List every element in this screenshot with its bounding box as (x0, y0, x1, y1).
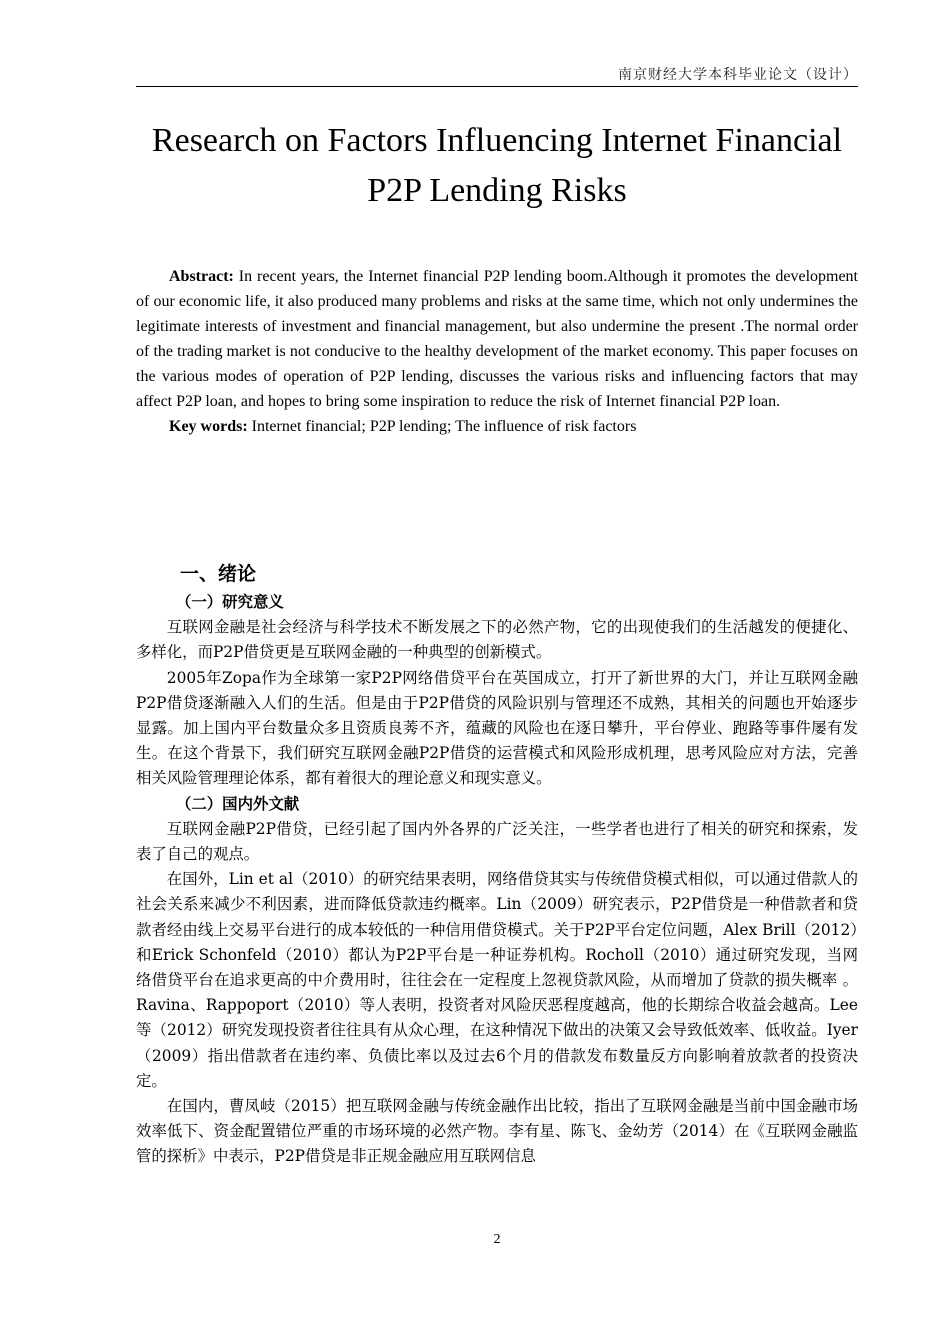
paragraph: 互联网金融是社会经济与科学技术不断发展之下的必然产物，它的出现使我们的生活越发的便捷化、多样化，而P2P借贷更是互联网金融的一种典型的创新模式。 (136, 618, 858, 662)
paragraph: 互联网金融P2P借贷，已经引起了国内外各界的广泛关注，一些学者也进行了相关的研究和探索，发表了自己的观点。 (136, 819, 858, 864)
section-heading-introduction: 一、绪论 (180, 563, 257, 585)
paper-title (136, 116, 858, 216)
keywords-label: Key words: (169, 418, 248, 435)
running-header: 南京财经大学本科毕业论文（设计） (618, 67, 858, 83)
paragraph: 在国内，曹凤岐（2015）把互联网金融与传统金融作出比较，指出了互联网金融是当前中国金融市场效率低下、资金配置错位严重的市场环境的必然产物。李有星、陈飞、金幼芳（2014）在《互联网金融监管的探析》中表示，P2P借贷是非正规金融应用互联网信息 (136, 1097, 858, 1166)
abstract-paragraph (136, 264, 858, 414)
header-rule (136, 86, 858, 87)
page-number: 2 (493, 1232, 501, 1247)
abstract-section (136, 264, 858, 439)
paragraph: 在国外，Lin et al（2010）的研究结果表明，网络借贷其实与传统借贷模式相似，可以通过借款人的社会关系来减少不利因素，进而降低贷款违约概率。Lin（2009）研究表示，P2P借贷是一种借款者和贷款者经由线上交易平台进行的成本较低的一种信用借贷模式。关于P2P平台定位问题，Alex Brill（2012）和Erick Schonfeld（2010）都认为P2P平台是一种证券机构。Rocholl（2010）通过研究发现，当网络借贷平台在追求更高的中介费用时，往往会在一定程度上忽视贷款风险，从而增加了贷款的损失概率 。Ravina、Rappoport（2010）等人表明，投资者对风险厌恶程度越高，他的长期综合收益会越高。Lee等（2012）研究发现投资者往往具有从众心理，在这种情况下做出的决策又会导致低效率、低收益。Iyer（2009）指出借款者在违约率、负债比率以及过去6个月的借款发布数量反方向影响着放款者的投资决定。 (136, 870, 858, 1090)
abstract-text: In recent years, the Internet financial P2P lending boom.Although it promotes the development of our economic life, it also produced many problems and risks at the same time, which not only undermines the legitimate interests of investment and financial management, but also undermine the present .The normal order of the trading market is not conducive to the healthy development of the market economy. This paper focuses on the various modes of operation of P2P lending, discusses the various risks and influencing factors that may affect P2P loan, and hopes to bring some inspiration to reduce the risk of Internet financial P2P loan. (136, 268, 858, 410)
paper-title-line2: P2P Lending Risks (367, 172, 627, 209)
abstract-label: Abstract: (169, 268, 234, 285)
subsection-heading-significance: （一）研究意义 (176, 593, 284, 611)
subsection-heading-literature: （二）国内外文献 (176, 794, 300, 813)
chinese-body (136, 560, 858, 1170)
keywords-paragraph (136, 414, 858, 439)
paper-title-line1: Research on Factors Influencing Internet Financial (151, 122, 843, 159)
paragraph: 2005年Zopa作为全球第一家P2P网络借贷平台在英国成立，打开了新世界的大门，并让互联网金融P2P借贷逐渐融入人们的生活。但是由于P2P借贷的风险识别与管理还不成熟，其相关的问题也开始逐步显露。加上国内平台数量众多且资质良莠不齐，蕴藏的风险也在逐日攀升，平台停业、跑路等事件屡有发生。在这个背景下，我们研究互联网金融P2P借贷的运营模式和风险形成机理，思考风险应对方法，完善相关风险管理理论体系，都有着很大的理论意义和现实意义。 (136, 668, 858, 788)
keywords-text: Internet financial; P2P lending; The influence of risk factors (251, 418, 637, 435)
